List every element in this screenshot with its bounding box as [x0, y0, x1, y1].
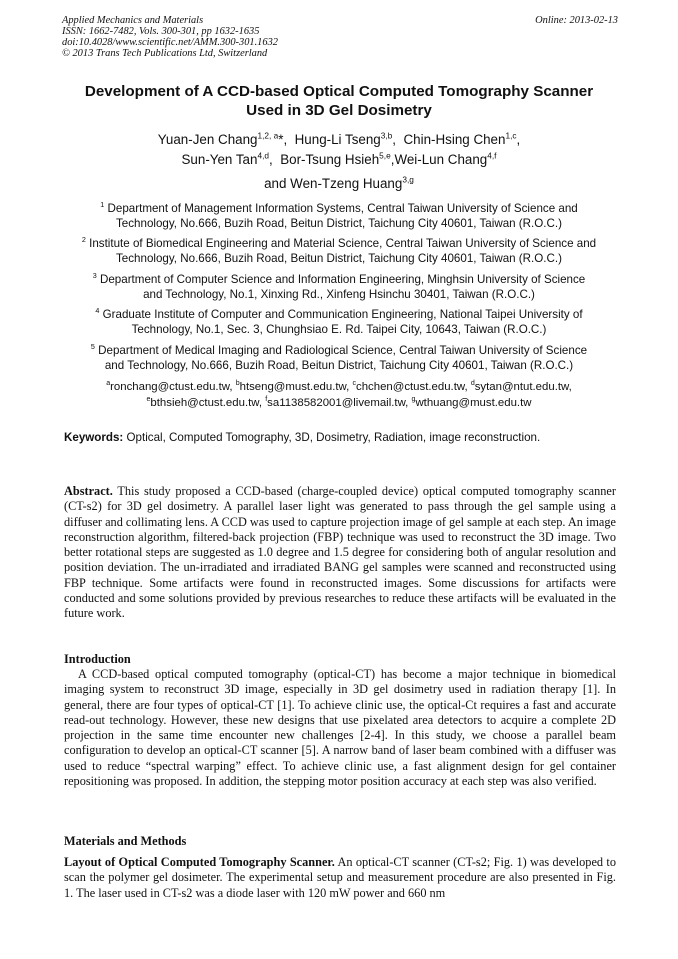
- email-sup: e: [146, 396, 151, 404]
- keywords-text: Optical, Computed Tomography, 3D, Dosimetry, Radiation, image reconstruction.: [126, 431, 541, 444]
- affiliation-line: Department of Management Information Systems, Central Taiwan University of Science and: [107, 202, 578, 215]
- author-list: [40, 130, 638, 194]
- keywords-label: Keywords:: [64, 431, 124, 444]
- affiliation-number: 5: [90, 342, 95, 352]
- email-list: [40, 379, 638, 411]
- introduction-text: A CCD-based optical computed tomography (optical-CT) has become a major technique in biomedical imaging system to reconstruct 3D image, especially in 3D gel dosimetry used in radiation therapy [1]. In general, there are four types of optical-CT [1]. To achieve clinic use, the optical-Ct requires a fast and accurate read-out technology. However, these new designs that use pixelated area detectors to acquire a complete 2D projection in the same time encounter new challenges [2-4]. In this study, we choose a parallel beam configuration to develop an optical-CT scanner [5]. A narrow band of laser beam combined with a diffuser was used to reduce “spectral warping” effect. To achieve clinic use, a fast alignment design for gel container repositioning was proposed. In addition, the stepping motor position accuracy at each step was also verified.: [64, 667, 616, 789]
- author-suffix: ,: [516, 132, 521, 147]
- author-name: Yuan-Jen Chang: [157, 132, 258, 147]
- affiliation-number: 1: [100, 200, 105, 210]
- affiliation-number: 3: [92, 271, 97, 281]
- journal-header: [62, 15, 618, 59]
- author-line-1: [40, 130, 638, 150]
- affiliation-line: Technology, No.1, Sec. 3, Chunghsiao E. Rd. Taipei City, 10643, Taiwan (R.O.C.): [131, 323, 547, 336]
- abstract: [64, 484, 616, 622]
- author-suffix: ,: [392, 132, 397, 147]
- author-suffix: ,: [390, 152, 395, 167]
- email-sup: d: [470, 380, 475, 388]
- email-address[interactable]: htseng@must.edu.tw,: [239, 381, 350, 393]
- affiliation-4: [46, 307, 632, 337]
- email-address[interactable]: chchen@ctust.edu.tw,: [356, 381, 468, 393]
- author-line-3: [40, 174, 638, 194]
- email-address[interactable]: bthsieh@ctust.edu.tw,: [150, 397, 263, 409]
- author-name: Sun-Yen Tan: [181, 152, 258, 167]
- methods-heading: Materials and Methods: [64, 834, 187, 848]
- author-name: Hung-Li Tseng: [294, 132, 381, 147]
- introduction-heading: Introduction: [64, 652, 131, 666]
- affiliation-number: 2: [81, 235, 86, 245]
- author-sup: 4,f: [487, 150, 497, 161]
- email-sup: a: [106, 380, 111, 388]
- author-sup: 5,e: [379, 150, 391, 161]
- methods-paragraph: [64, 855, 616, 901]
- methods-subheading: Layout of Optical Computed Tomography Scanner.: [64, 855, 335, 869]
- affiliation-line: Department of Medical Imaging and Radiological Science, Central Taiwan University of Science: [98, 344, 588, 357]
- doi-line: doi:10.4028/www.scientific.net/AMM.300-301.1632: [62, 37, 278, 48]
- author-name: Chin-Hsing Chen: [403, 132, 506, 147]
- affiliation-line: Technology, No.666, Buzih Road, Beitun District, Taichung City 40601, Taiwan (R.O.C.): [116, 252, 562, 265]
- copyright-line: © 2013 Trans Tech Publications Ltd, Switzerland: [62, 48, 268, 59]
- affiliation-line: Institute of Biomedical Engineering and Material Science, Central Taiwan University of Science and: [89, 237, 597, 250]
- author-suffix: ,: [269, 152, 273, 167]
- issn-line: ISSN: 1662-7482, Vols. 300-301, pp 1632-1635: [62, 26, 260, 37]
- author-sup: 1,c: [505, 130, 517, 141]
- affiliation-1: [46, 201, 632, 231]
- affiliation-line: Department of Computer Science and Information Engineering, Minghsin University of Science: [99, 273, 586, 286]
- author-sup: 1,2, a: [257, 130, 279, 141]
- author-name: and Wen-Tzeng Huang: [264, 176, 403, 191]
- affiliation-2: [46, 236, 632, 266]
- author-sup: 3,g: [402, 174, 414, 185]
- author-name: Bor-Tsung Hsieh: [280, 152, 380, 167]
- abstract-label: Abstract.: [64, 484, 113, 498]
- affiliation-line: Graduate Institute of Computer and Communication Engineering, National Taipei University of: [102, 308, 583, 321]
- email-address[interactable]: sytan@ntut.edu.tw,: [474, 381, 572, 393]
- author-line-2: [40, 150, 638, 170]
- author-suffix: *,: [278, 132, 288, 147]
- email-sup: b: [235, 380, 240, 388]
- author-sup: 3,b: [380, 130, 393, 141]
- author-name: Wei-Lun Chang: [394, 152, 488, 167]
- journal-name: Applied Mechanics and Materials: [62, 15, 204, 26]
- affiliation-line: Technology, No.666, Buzih Road, Beitun District, Taichung City 40601, Taiwan (R.O.C.): [116, 217, 562, 230]
- email-address[interactable]: ronchang@ctust.edu.tw,: [110, 381, 233, 393]
- keywords: [64, 430, 616, 445]
- affiliation-3: [46, 272, 632, 302]
- email-address[interactable]: wthuang@must.edu.tw: [415, 397, 532, 409]
- email-sup: c: [352, 380, 357, 388]
- email-address[interactable]: sa1138582001@livemail.tw,: [267, 397, 409, 409]
- author-sup: 4,d: [257, 150, 269, 161]
- title-line-2: Used in 3D Gel Dosimetry: [246, 102, 432, 119]
- abstract-text: This study proposed a CCD-based (charge-coupled device) optical computed tomography scanner (CT-s2) for 3D gel dosimetry. A parallel laser light was generated to pass through the gel sample using a diffuser and collimating lens. A CCD was used to capture projection image of gel sample at each step. An image reconstruction algorithm, filtered-back projection (FBP) technique was used to reconstruct the 3D image. Two better rotational steps are suggested as 1.0 degree and 1.5 degree for considering both of angular resolution and position deviation. The un-irradiated and irradiated BANG gel samples were scanned and reconstructed using FBP technique. Some artifacts were found in reconstructed images. Some discussions for artifacts were conducted and some solutions provided by previous researches to reduce these artifacts will be evaluated in the future work.: [64, 484, 616, 621]
- affiliation-line: and Technology, No.1, Xinxing Rd., Xinfeng Hsinchu 30401, Taiwan (R.O.C.): [143, 288, 535, 301]
- title-line-1: Development of A CCD-based Optical Computed Tomography Scanner: [84, 83, 594, 100]
- affiliation-number: 4: [95, 306, 100, 316]
- email-sup: f: [265, 396, 268, 404]
- methods-text: An optical-CT scanner (CT-s2; Fig. 1) was developed to scan the polymer gel dosimeter. The experimental setup and measurement procedure are also presented in Fig. 1. The laser used in CT-s2 was a diode laser with 120 mW power and 660 nm: [64, 855, 616, 900]
- online-date: Online: 2013-02-13: [535, 15, 618, 26]
- affiliation-line: and Technology, No.666, Buzih Road, Beitun District, Taichung City 40601, Taiwan (R.O.C.): [104, 359, 574, 372]
- paper-title: [40, 82, 638, 120]
- affiliation-5: [46, 343, 632, 373]
- email-sup: g: [411, 396, 416, 404]
